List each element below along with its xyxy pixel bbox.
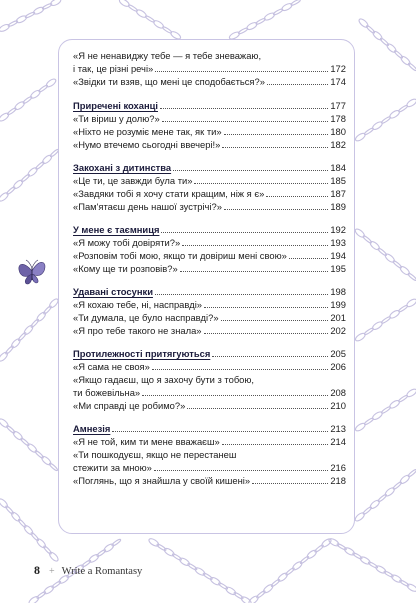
toc-chapter-heading[interactable] xyxy=(73,347,346,360)
toc-entry[interactable] xyxy=(73,174,346,187)
dot-leader xyxy=(152,369,329,370)
toc-section xyxy=(73,422,346,487)
toc-section xyxy=(73,161,346,213)
dot-leader xyxy=(180,271,329,272)
chapter-title: Протилежності притягуються xyxy=(73,348,211,359)
toc-entry[interactable] xyxy=(73,112,346,125)
toc-entry[interactable] xyxy=(73,75,346,88)
entry-text: «Ти віриш у долю?» xyxy=(73,113,160,124)
dot-leader xyxy=(161,232,328,233)
entry-page: 185 xyxy=(330,175,346,186)
entry-text: «Звідки ти взяв, що мені це сподобається?» xyxy=(73,76,265,87)
toc-section xyxy=(73,223,346,275)
chapter-title: Приречені коханці xyxy=(73,100,158,111)
entry-page: 202 xyxy=(330,325,346,336)
entry-text: «Поглянь, що я знайшла у своїй кишені» xyxy=(73,475,251,486)
toc-entry[interactable] xyxy=(73,298,346,311)
dot-leader xyxy=(112,431,328,432)
chapter-title: Амнезія xyxy=(73,423,111,434)
dot-leader xyxy=(224,134,329,135)
toc-chapter-heading[interactable] xyxy=(73,99,346,112)
entry-page: 216 xyxy=(330,462,346,473)
chapter-page: 192 xyxy=(330,224,346,235)
entry-page: 193 xyxy=(330,237,346,248)
toc-section xyxy=(73,99,346,151)
entry-text: «Кому ще ти розповів?» xyxy=(73,263,178,274)
entry-text: «Я можу тобі довіряти?» xyxy=(73,237,181,248)
dot-leader xyxy=(173,170,328,171)
toc-entry[interactable] xyxy=(73,435,346,448)
entry-text: «Я про тебе такого не знала» xyxy=(73,325,202,336)
entry-text: «Якщо гадаєш, що я захочу бути з тобою, xyxy=(73,374,255,385)
dot-leader xyxy=(142,395,328,396)
entry-text: «Розповім тобі мою, якщо ти довіриш мені свою» xyxy=(73,250,287,261)
entry-text: «Я не ненавиджу тебе — я тебе зневажаю, xyxy=(73,50,262,61)
entry-text: «Це ти, це завжди була ти» xyxy=(73,175,193,186)
entry-text: стежити за мною» xyxy=(73,462,152,473)
dot-leader xyxy=(221,320,329,321)
toc-entry[interactable] xyxy=(73,138,346,151)
dot-leader xyxy=(267,84,328,85)
entry-text: «Нумо втечемо сьогодні ввечері!» xyxy=(73,139,221,150)
footer-separator: + xyxy=(49,566,55,577)
toc-chapter-heading[interactable] xyxy=(73,223,346,236)
entry-page: 180 xyxy=(330,126,346,137)
toc-chapter-heading[interactable] xyxy=(73,422,346,435)
entry-text: «Я кохаю тебе, ні, насправді» xyxy=(73,299,203,310)
chapter-page: 184 xyxy=(330,162,346,173)
chapter-title: Удавані стосунки xyxy=(73,286,153,297)
chapter-title: У мене є таємниця xyxy=(73,224,160,235)
toc-entry[interactable] xyxy=(73,125,346,138)
toc-chapter-heading[interactable] xyxy=(73,285,346,298)
dot-leader xyxy=(182,245,328,246)
dot-leader xyxy=(155,71,328,72)
toc-entry[interactable] xyxy=(73,249,346,262)
dot-leader xyxy=(289,258,329,259)
toc-chapter-heading[interactable] xyxy=(73,161,346,174)
page-number: 8 xyxy=(34,563,40,577)
toc-entry[interactable] xyxy=(73,474,346,487)
chapter-page: 213 xyxy=(330,423,346,434)
table-of-contents xyxy=(58,39,355,534)
entry-text: «Завдяки тобі я хочу стати кращим, ніж я є» xyxy=(73,188,265,199)
toc-entry[interactable] xyxy=(73,360,346,373)
entry-text: «Я не той, ким ти мене вважаєш» xyxy=(73,436,220,447)
toc-entry[interactable] xyxy=(73,448,346,474)
entry-page: 218 xyxy=(330,475,346,486)
butterfly-icon xyxy=(19,260,45,284)
dot-leader xyxy=(252,483,328,484)
chapter-title: Закохані з дитинства xyxy=(73,162,172,173)
entry-text: «Пам'ятаєш день нашої зустрічі?» xyxy=(73,201,222,212)
entry-page: 195 xyxy=(330,263,346,274)
dot-leader xyxy=(266,196,328,197)
dot-leader xyxy=(222,147,328,148)
toc-section xyxy=(73,49,346,88)
entry-page: 194 xyxy=(330,250,346,261)
dot-leader xyxy=(224,209,328,210)
toc-entry[interactable] xyxy=(73,49,346,75)
entry-page: 206 xyxy=(330,361,346,372)
toc-entry[interactable] xyxy=(73,236,346,249)
entry-page: 178 xyxy=(330,113,346,124)
entry-text: ти божевільна» xyxy=(73,387,141,398)
entry-page: 199 xyxy=(330,299,346,310)
dot-leader xyxy=(222,444,329,445)
page-footer xyxy=(34,563,142,578)
toc-entry[interactable] xyxy=(73,187,346,200)
dot-leader xyxy=(155,294,328,295)
dot-leader xyxy=(204,307,328,308)
toc-entry[interactable] xyxy=(73,373,346,399)
entry-page: 172 xyxy=(330,63,346,74)
entry-text: «Ти пошкодуєш, якщо не перестанеш xyxy=(73,449,237,460)
toc-entry[interactable] xyxy=(73,399,346,412)
dot-leader xyxy=(187,408,328,409)
entry-page: 208 xyxy=(330,387,346,398)
entry-text: «Ти думала, це було насправді?» xyxy=(73,312,219,323)
toc-section xyxy=(73,285,346,337)
dot-leader xyxy=(160,108,328,109)
entry-page: 187 xyxy=(330,188,346,199)
dot-leader xyxy=(212,356,328,357)
entry-text: «Ніхто не розуміє мене так, як ти» xyxy=(73,126,222,137)
toc-entry[interactable] xyxy=(73,311,346,324)
entry-page: 201 xyxy=(330,312,346,323)
dot-leader xyxy=(194,183,328,184)
dot-leader xyxy=(154,470,329,471)
dot-leader xyxy=(162,121,329,122)
entry-page: 182 xyxy=(330,139,346,150)
entry-page: 210 xyxy=(330,400,346,411)
entry-page: 214 xyxy=(330,436,346,447)
toc-section xyxy=(73,347,346,412)
entry-text: і так, це різні речі» xyxy=(73,63,154,74)
entry-text: «Ми справді це робимо?» xyxy=(73,400,186,411)
toc-entry[interactable] xyxy=(73,262,346,275)
dot-leader xyxy=(204,333,329,334)
chapter-page: 177 xyxy=(330,100,346,111)
toc-entry[interactable] xyxy=(73,200,346,213)
entry-page: 189 xyxy=(330,201,346,212)
entry-text: «Я сама не своя» xyxy=(73,361,150,372)
book-title: Write a Romantasy xyxy=(61,566,143,577)
toc-entry[interactable] xyxy=(73,324,346,337)
chapter-page: 205 xyxy=(330,348,346,359)
entry-page: 174 xyxy=(330,76,346,87)
chapter-page: 198 xyxy=(330,286,346,297)
